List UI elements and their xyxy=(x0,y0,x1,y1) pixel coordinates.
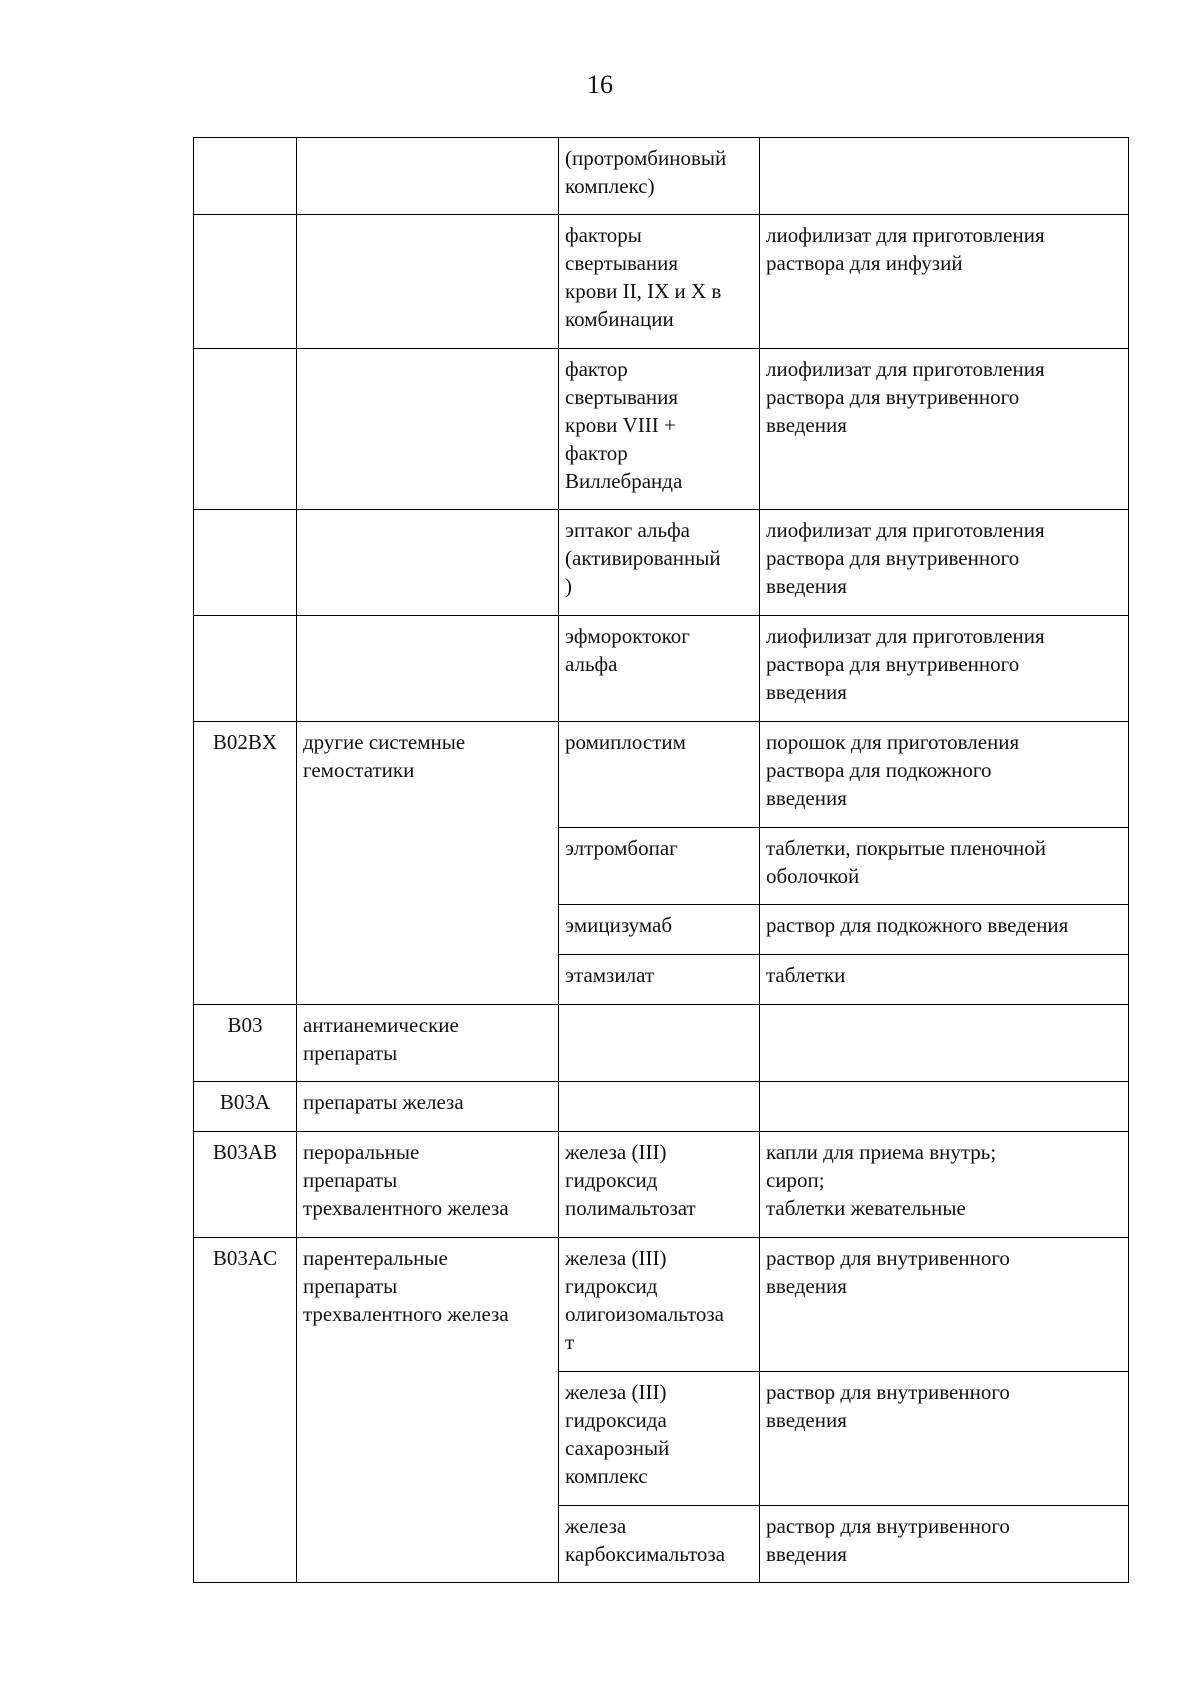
table-row xyxy=(194,349,1129,510)
inn-cell: эмицизумаб xyxy=(559,905,760,955)
inn-cell: этамзилат xyxy=(559,955,760,1005)
dosage-form-cell: раствор для подкожного введения xyxy=(760,905,1129,955)
atc-code-cell: B02BX xyxy=(194,722,297,1005)
inn-cell: железа (III) гидроксида сахарозный комплекс xyxy=(559,1372,760,1506)
group-name-cell: другие системные гемостатики xyxy=(297,722,559,1005)
group-name-cell xyxy=(297,349,559,510)
table-row xyxy=(194,138,1129,215)
inn-cell: железа карбоксимальтоза xyxy=(559,1506,760,1583)
inn-cell: факторы свертывания крови II, IX и X в комбинации xyxy=(559,215,760,349)
page-number: 16 xyxy=(587,70,613,99)
dosage-form-cell xyxy=(760,1005,1129,1082)
atc-code-cell: B03AC xyxy=(194,1238,297,1583)
table-row xyxy=(194,215,1129,349)
dosage-form-cell: таблетки, покрытые пленочной оболочкой xyxy=(760,828,1129,905)
group-name-cell: антианемические препараты xyxy=(297,1005,559,1082)
inn-cell: железа (III) гидроксид олигоизомальтоза т xyxy=(559,1238,760,1372)
atc-code-cell xyxy=(194,510,297,616)
group-name-cell xyxy=(297,616,559,722)
medication-table xyxy=(193,137,1129,1583)
table-row xyxy=(194,1238,1129,1372)
inn-cell: эфмороктоког альфа xyxy=(559,616,760,722)
atc-code-cell xyxy=(194,616,297,722)
dosage-form-cell: раствор для внутривенного введения xyxy=(760,1238,1129,1372)
table-row xyxy=(194,616,1129,722)
table-row xyxy=(194,1082,1129,1132)
table-row xyxy=(194,1132,1129,1238)
dosage-form-cell: капли для приема внутрь; сироп; таблетки жевательные xyxy=(760,1132,1129,1238)
atc-code-cell: B03AB xyxy=(194,1132,297,1238)
table-row xyxy=(194,510,1129,616)
dosage-form-cell: раствор для внутривенного введения xyxy=(760,1506,1129,1583)
dosage-form-cell: лиофилизат для приготовления раствора для внутривенного введения xyxy=(760,349,1129,510)
dosage-form-cell: лиофилизат для приготовления раствора для внутривенного введения xyxy=(760,510,1129,616)
group-name-cell: препараты железа xyxy=(297,1082,559,1132)
group-name-cell xyxy=(297,510,559,616)
dosage-form-cell xyxy=(760,1082,1129,1132)
dosage-form-cell xyxy=(760,138,1129,215)
group-name-cell: пероральные препараты трехвалентного железа xyxy=(297,1132,559,1238)
atc-code-cell xyxy=(194,138,297,215)
dosage-form-cell: лиофилизат для приготовления раствора для инфузий xyxy=(760,215,1129,349)
inn-cell xyxy=(559,1005,760,1082)
inn-cell: (протромбиновый комплекс) xyxy=(559,138,760,215)
dosage-form-cell: таблетки xyxy=(760,955,1129,1005)
group-name-cell: парентеральные препараты трехвалентного железа xyxy=(297,1238,559,1583)
atc-code-cell xyxy=(194,349,297,510)
atc-code-cell: B03A xyxy=(194,1082,297,1132)
group-name-cell xyxy=(297,138,559,215)
group-name-cell xyxy=(297,215,559,349)
atc-code-cell xyxy=(194,215,297,349)
inn-cell: фактор свертывания крови VIII + фактор Виллебранда xyxy=(559,349,760,510)
inn-cell: эптаког альфа (активированный ) xyxy=(559,510,760,616)
inn-cell: ромиплостим xyxy=(559,722,760,828)
dosage-form-cell: порошок для приготовления раствора для подкожного введения xyxy=(760,722,1129,828)
inn-cell: элтромбопаг xyxy=(559,828,760,905)
inn-cell: железа (III) гидроксид полимальтозат xyxy=(559,1132,760,1238)
dosage-form-cell: лиофилизат для приготовления раствора для внутривенного введения xyxy=(760,616,1129,722)
dosage-form-cell: раствор для внутривенного введения xyxy=(760,1372,1129,1506)
table-row xyxy=(194,722,1129,828)
table-row xyxy=(194,1005,1129,1082)
inn-cell xyxy=(559,1082,760,1132)
atc-code-cell: B03 xyxy=(194,1005,297,1082)
